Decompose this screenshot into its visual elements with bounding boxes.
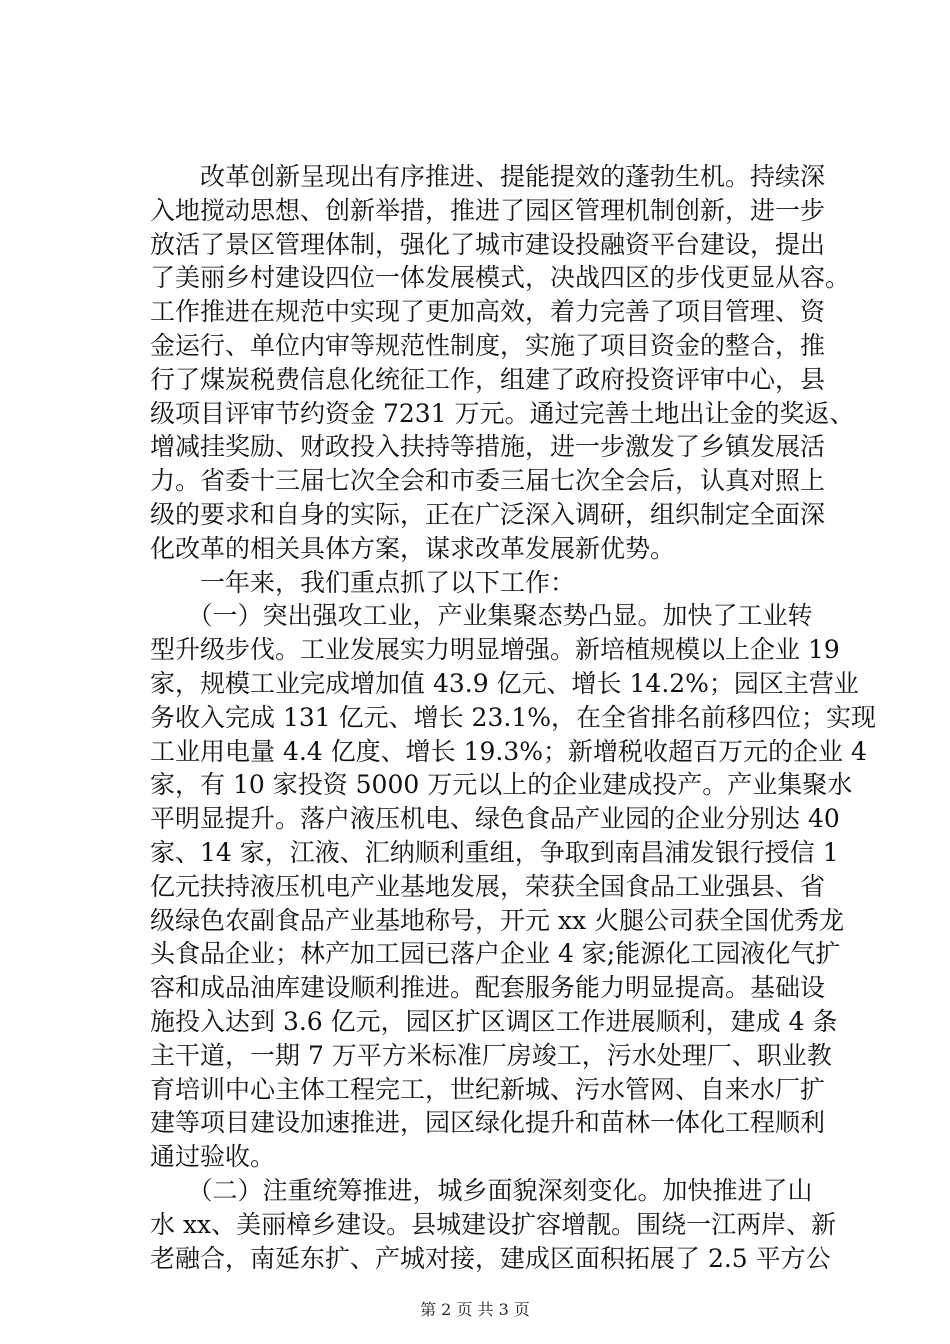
text-line: 金运行、单位内审等规范性制度，实施了项目资金的整合，推: [150, 330, 826, 360]
text-line: 了美丽乡村建设四位一体发展模式，决战四区的步伐更显从容。: [150, 263, 851, 293]
text-line: 老融合，南延东扩、产城对接，建成区面积拓展了 2.5 平方公: [150, 1243, 831, 1273]
document-body: [150, 160, 876, 1275]
text-line: 家，有 10 家投资 5000 万元以上的企业建成投产。产业集聚水: [150, 770, 853, 800]
text-line: 级的要求和自身的实际，正在广泛深入调研，组织制定全面深: [150, 499, 826, 529]
text-line: 力。省委十三届七次全会和市委三届七次全会后，认真对照上: [150, 466, 826, 496]
text-line: 平明显提升。落户液压机电、绿色食品产业园的企业分别达 40: [150, 804, 840, 834]
text-line: 育培训中心主体工程完工，世纪新城、污水管网、自来水厂扩: [150, 1074, 826, 1104]
text-line: 通过验收。: [150, 1142, 276, 1172]
text-line: 亿元扶持液压机电产业基地发展，荣获全国食品工业强县、省: [150, 871, 826, 901]
text-line: 入地搅动思想、创新举措，推进了园区管理机制创新，进一步: [150, 195, 826, 225]
text-line: 工业用电量 4.4 亿度、增长 19.3%；新增税收超百万元的企业 4: [150, 736, 867, 766]
text-line: 型升级步伐。工业发展实力明显增强。新培植规模以上企业 19: [150, 635, 840, 665]
text-line: 施投入达到 3.6 亿元，园区扩区调区工作进展顺利，建成 4 条: [150, 1006, 838, 1036]
text-line: 一年来，我们重点抓了以下工作：: [150, 567, 576, 597]
text-line: 增减挂奖励、财政投入扶持等措施，进一步激发了乡镇发展活: [150, 432, 826, 462]
page-number-footer: 第 2 页 共 3 页: [420, 1300, 530, 1319]
text-line: 行了煤炭税费信息化统征工作，组建了政府投资评审中心，县: [150, 364, 826, 394]
text-line: 改革创新呈现出有序推进、提能提效的蓬勃生机。持续深: [150, 162, 826, 191]
text-line: 容和成品油库建设顺利推进。配套服务能力明显提高。基础设: [150, 973, 826, 1003]
text-line: 建等项目建设加速推进，园区绿化提升和苗林一体化工程顺利: [150, 1108, 826, 1138]
text-line: 家、14 家，江液、汇纳顺利重组，争取到南昌浦发银行授信 1: [150, 837, 839, 867]
text-line: 放活了景区管理体制，强化了城市建设投融资平台建设，提出: [150, 229, 826, 259]
text-line: 家，规模工业完成增加值 43.9 亿元、增长 14.2%；园区主营业: [150, 668, 859, 698]
text-line: 主干道，一期 7 万平方米标准厂房竣工，污水处理厂、职业教: [150, 1040, 832, 1070]
text-line: 工作推进在规范中实现了更加高效，着力完善了项目管理、资: [150, 297, 826, 327]
text-line: 头食品企业；林产加工园已落户企业 4 家;能源化工园液化气扩: [150, 939, 841, 969]
text-line: 级绿色农副食品产业基地称号，开元 xx 火腿公司获全国优秀龙: [150, 905, 845, 935]
text-line: （二）注重统筹推进，城乡面貌深刻变化。加快推进了山: [150, 1175, 813, 1205]
text-line: 级项目评审节约资金 7231 万元。通过完善土地出让金的奖返、: [150, 398, 855, 428]
text-line: 水 xx、美丽樟乡建设。县城建设扩容增靓。围绕一江两岸、新: [150, 1209, 837, 1239]
text-line: 务收入完成 131 亿元、增长 23.1%，在全省排名前移四位；实现: [150, 702, 876, 732]
text-line: 化改革的相关具体方案，谋求改革发展新优势。: [150, 533, 676, 563]
text-line: （一）突出强攻工业，产业集聚态势凸显。加快了工业转: [150, 601, 813, 631]
